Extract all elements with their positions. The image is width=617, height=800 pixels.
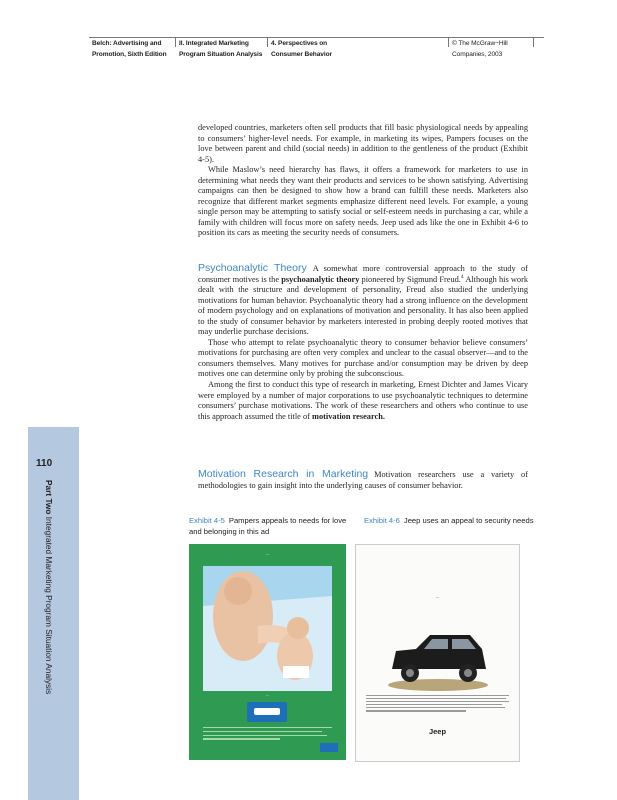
- body-block-1: [198, 123, 528, 239]
- exhibit-label: Exhibit 4-5: [189, 516, 225, 525]
- paragraph-text: pioneered by Sigmund Freud.: [361, 274, 461, 284]
- header-part-line2: Program Situation Analysis: [179, 51, 263, 58]
- body-block-2: [198, 263, 528, 422]
- parent-child-photo: [203, 566, 332, 691]
- key-term: psychoanalytic theory: [281, 274, 360, 284]
- header-book-line1: Belch: Advertising and: [92, 40, 162, 47]
- part-title-vertical: [44, 480, 54, 694]
- paragraph-text: Although his work dealt with the structure and development of personality, Freud also studied the underlying motivations for human behavior. Psychoanalytic theory had a strong influence on the development of modern psychology and on explanations of motivation and personality. It has also been applied to the study of consumer behavior by marketers interested in probing deeply rooted motives that may underlie purchase decisions.: [198, 274, 529, 337]
- header-chapter: [271, 38, 332, 60]
- section-heading-motivation: Motivation Research in Marketing: [198, 468, 369, 480]
- paragraph: Those who attempt to relate psychoanalytic theory to consumer behavior believe consumers’ motivations for purchasing are often very complex and unclear to the casual observer—and to the consumers themselves. Many motives for purchase and/or consumption may be driven by deep motives one can determine only by probing the subconscious.: [198, 337, 528, 379]
- header-chapter-line1: 4. Perspectives on: [271, 40, 328, 47]
- header-book: [92, 38, 167, 60]
- exhibit-caption: [189, 516, 359, 537]
- exhibit-label: Exhibit 4-6: [364, 516, 400, 525]
- ad-photo: [203, 566, 332, 691]
- pampers-logo: [320, 743, 338, 752]
- header-chapter-line2: Consumer Behavior: [271, 51, 332, 58]
- paragraph-text: Motivation researchers use a variety of methodologies to gain insight into the underlying causes of consumer behavior.: [198, 470, 528, 490]
- ad-headline: ...: [435, 594, 440, 599]
- key-term: motivation research.: [312, 411, 385, 421]
- section-heading-psychoanalytic: Psychoanalytic Theory: [198, 262, 307, 274]
- header-copyright: [452, 38, 508, 60]
- jeep-suv-image: [386, 629, 490, 693]
- ad-tagline: ...: [265, 692, 270, 697]
- header-part: [179, 38, 262, 60]
- page-number: 110: [36, 458, 53, 469]
- pampers-ad-image: [189, 544, 346, 760]
- header-copyright-line2: Companies, 2003: [452, 51, 503, 58]
- body-block-3: [198, 469, 528, 491]
- header-divider: [533, 37, 534, 47]
- header-book-line2: Promotion, Sixth Edition: [92, 51, 167, 58]
- paragraph-text: Among the first to conduct this type of research in marketing, Ernest Dichter and James Vicary were employed by a number of major corporations to use psychoanalytic techniques to determine consumers’ purchase motivations. The work of these researchers and others who continue to use this approach assumed the title of: [198, 380, 528, 421]
- product-package: [247, 702, 287, 722]
- ad-body-copy: [366, 695, 509, 714]
- ad-headline: ...: [265, 551, 270, 557]
- jeep-ad-image: [355, 544, 520, 762]
- paragraph-text: A somewhat more controversial approach to the study of consumer motives is the: [198, 264, 528, 284]
- header-divider: [175, 37, 176, 47]
- exhibit-caption-text: Jeep uses an appeal to security needs: [403, 516, 534, 525]
- ad-body-copy: [203, 727, 332, 742]
- exhibit-caption: [364, 516, 534, 527]
- footnote-ref: 4: [460, 273, 464, 280]
- jeep-logo: Jeep: [428, 727, 447, 736]
- header-divider: [267, 37, 268, 47]
- part-title: Integrated Marketing Program Situation Analysis: [44, 516, 54, 695]
- paragraph: [198, 469, 528, 491]
- paragraph: [198, 263, 528, 338]
- paragraph: developed countries, marketers often sell products that fill basic physiological needs by appealing to consumers’ higher-level needs. For example, in marketing its wipes, Pampers focuses on the love between parent and child (social needs) in addition to the gentleness of the product (Exhibit 4-5).: [198, 123, 528, 164]
- header-copyright-line1: © The McGraw−Hill: [452, 40, 508, 47]
- header-part-line1: II. Integrated Marketing: [179, 40, 249, 47]
- part-label: Part Two: [44, 480, 54, 515]
- header-divider: [448, 37, 449, 47]
- paragraph: [198, 380, 528, 422]
- exhibit-caption-text: Pampers appeals to needs for love and belonging in this ad: [189, 516, 347, 536]
- paragraph: While Maslow’s need hierarchy has flaws, it offers a framework for marketers to use in determining what needs they want their products and services to be shown satisfying. Advertising campaigns can then be designed to show how a brand can fulfill these needs. Marketers also recognize that different market segments emphasize different need levels. For example, a young single person may be attempting to satisfy social or self-esteem needs in purchasing a car, while a family with children will focus more on safety needs. Jeep used ads like the one in Exhibit 4-6 to position its cars as meeting the security needs of consumers.: [198, 165, 528, 238]
